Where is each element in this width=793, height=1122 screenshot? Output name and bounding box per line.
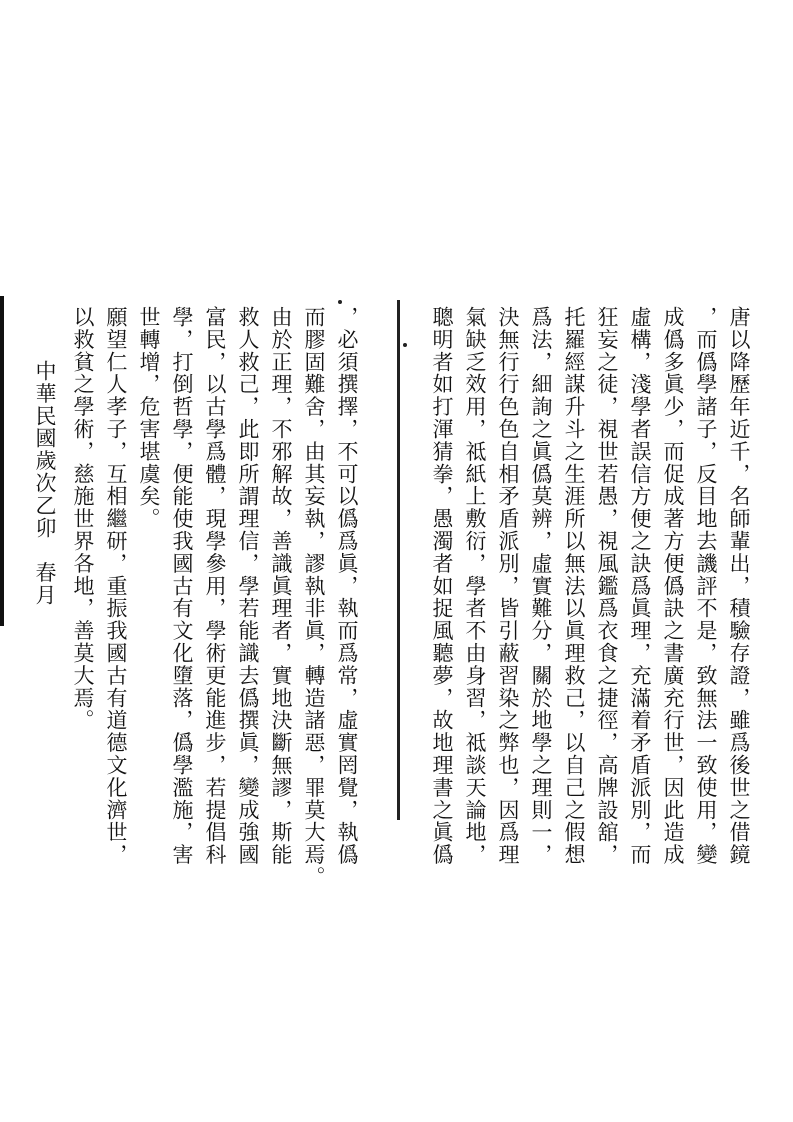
text-column: ，而僞學諸子，反目地去譏評不是，致無法一致使用，變 [694,306,718,866]
text-column: 成僞多眞少，而促成著方便僞訣之書廣充行世，因此造成 [661,306,685,866]
text-column: 學，打倒哲學，便能使我國古有文化墮落，僞學濫施，害 [170,306,194,866]
text-column: 決無行行色色自相矛盾派別，皆引蔽習染之弊也，因爲理 [496,306,520,866]
page-edge-shadow [0,296,4,626]
text-column: 由於正理，不邪解故，善識眞理者，實地決斷無謬，斯能 [269,306,293,866]
ink-speck [403,343,407,347]
text-column: 聰明者如打渾猜拳，愚濁者如捉風聽夢，故地理書之眞僞 [430,306,454,866]
text-column: 而膠固難舍，由其妄執，謬執非眞，轉造諸惡，罪莫大焉。 [302,306,326,889]
text-column: 托羅經謀升斗之生涯所以無法以眞理救己，以自己之假想 [562,306,586,866]
text-column: 以救貧之學術，慈施世界各地，善莫大焉。 [71,306,95,732]
text-column: 唐以降歷年近千，名師輩出，積驗存證，雖爲後世之借鏡 [727,306,751,866]
text-column: 救人救己，此即所謂理信，學若能識去僞撰眞，變成強國 [236,306,260,866]
text-column: 虛構，淺學者誤信方便之訣爲眞理，充滿着矛盾派別，而 [628,306,652,866]
text-column: 世轉增，危害堪虞矣。 [137,306,161,530]
ink-speck [338,300,342,304]
text-column: 願望仁人孝子，互相繼研，重振我國古有道德文化濟世， [104,306,128,866]
date-signature: 中華民國歲次乙卯 春月 [33,360,57,607]
text-column: 富民，以古學爲體，現學參用，學術更能進步，若提倡科 [203,306,227,866]
text-column: 氣缺乏效用，祗紙上敷衍，學者不由身習，祗談天論地， [463,306,487,866]
book-gutter [397,300,400,820]
text-column: 狂妄之徒，視世若愚，視風鑑爲衣食之捷徑，高牌設舘， [595,306,619,866]
text-column: 爲法，細詢之眞僞莫辨，虛實難分，關於地學之理則一， [529,306,553,866]
text-column: ，必須撰擇，不可以僞爲眞，執而爲常，虛實罔覺，執僞 [335,306,359,866]
